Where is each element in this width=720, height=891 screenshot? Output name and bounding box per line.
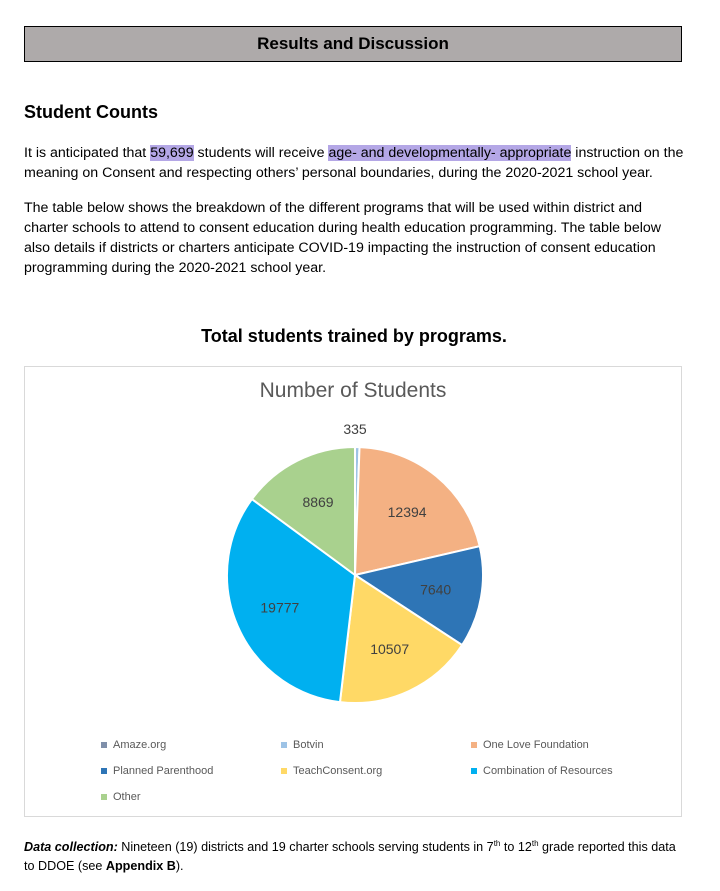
legend-label: Amaze.org bbox=[113, 739, 167, 751]
legend-label: Planned Parenthood bbox=[113, 765, 214, 777]
pie-data-label: 7640 bbox=[420, 581, 452, 598]
highlight-appropriate-phrase: age- and developmentally- appropriate bbox=[328, 145, 572, 161]
legend-swatch bbox=[281, 742, 287, 748]
footnote-sup-2: th bbox=[531, 839, 539, 848]
legend-swatch bbox=[101, 794, 107, 800]
legend-swatch bbox=[101, 742, 107, 748]
legend-label: Other bbox=[113, 791, 141, 803]
footnote-text-4: ). bbox=[175, 859, 184, 874]
chart-title: Number of Students bbox=[259, 379, 447, 402]
para1-mid: students will receive bbox=[193, 145, 329, 161]
legend-item bbox=[101, 737, 281, 753]
legend-label: Combination of Resources bbox=[483, 765, 613, 777]
legend-label: TeachConsent.org bbox=[293, 765, 383, 777]
footnote-text-2: to 12 bbox=[500, 840, 532, 855]
section-title: Student Counts bbox=[24, 102, 158, 122]
legend-item bbox=[101, 763, 281, 779]
highlight-student-count: 59,699 bbox=[150, 145, 194, 161]
legend-label: Botvin bbox=[293, 739, 324, 751]
pie-data-label: 8869 bbox=[302, 493, 334, 510]
legend-swatch bbox=[281, 768, 287, 774]
legend-swatch bbox=[471, 742, 477, 748]
legend-item bbox=[471, 737, 661, 753]
footnote-sup-1: th bbox=[493, 839, 501, 848]
pie-data-label: 335 bbox=[343, 421, 367, 437]
section-banner bbox=[24, 26, 682, 62]
paragraph-anticipated-count bbox=[24, 143, 688, 183]
legend-swatch bbox=[471, 768, 477, 774]
para1-suffix: instruction on the meaning on Consent and respecting others’ personal boundaries, during the 2020-2021 school year. bbox=[24, 145, 684, 181]
appendix-reference: Appendix B bbox=[105, 859, 176, 874]
pie-data-label: 19777 bbox=[260, 599, 300, 616]
pie-data-label: 12394 bbox=[387, 503, 427, 520]
chart-heading: Total students trained by programs. bbox=[201, 326, 507, 346]
pie-data-label: 10507 bbox=[370, 641, 410, 658]
legend-swatch bbox=[101, 768, 107, 774]
footnote-label: Data collection: bbox=[24, 840, 118, 855]
footnote-text-3: grade reported this data to DDOE (see bbox=[24, 840, 676, 874]
para1-prefix: It is anticipated that bbox=[24, 145, 151, 161]
banner-title: Results and Discussion bbox=[257, 34, 449, 53]
data-collection-note bbox=[24, 834, 688, 876]
paragraph-table-description: The table below shows the breakdown of the different programs that will be used within district and charter schools to attend to consent education during health education programming. The table below also details if districts or charters anticipate COVID-19 impacting the instruction of consent education programming during the 2020-2021 school year. bbox=[24, 200, 662, 276]
chart-legend bbox=[101, 737, 661, 805]
footnote-text-1: Nineteen (19) districts and 19 charter schools serving students in 7 bbox=[117, 840, 494, 855]
legend-item bbox=[281, 737, 471, 753]
pie-chart-container bbox=[24, 366, 682, 817]
legend-item bbox=[101, 789, 281, 805]
legend-item bbox=[281, 763, 471, 779]
legend-item bbox=[471, 763, 661, 779]
legend-label: One Love Foundation bbox=[483, 739, 589, 751]
